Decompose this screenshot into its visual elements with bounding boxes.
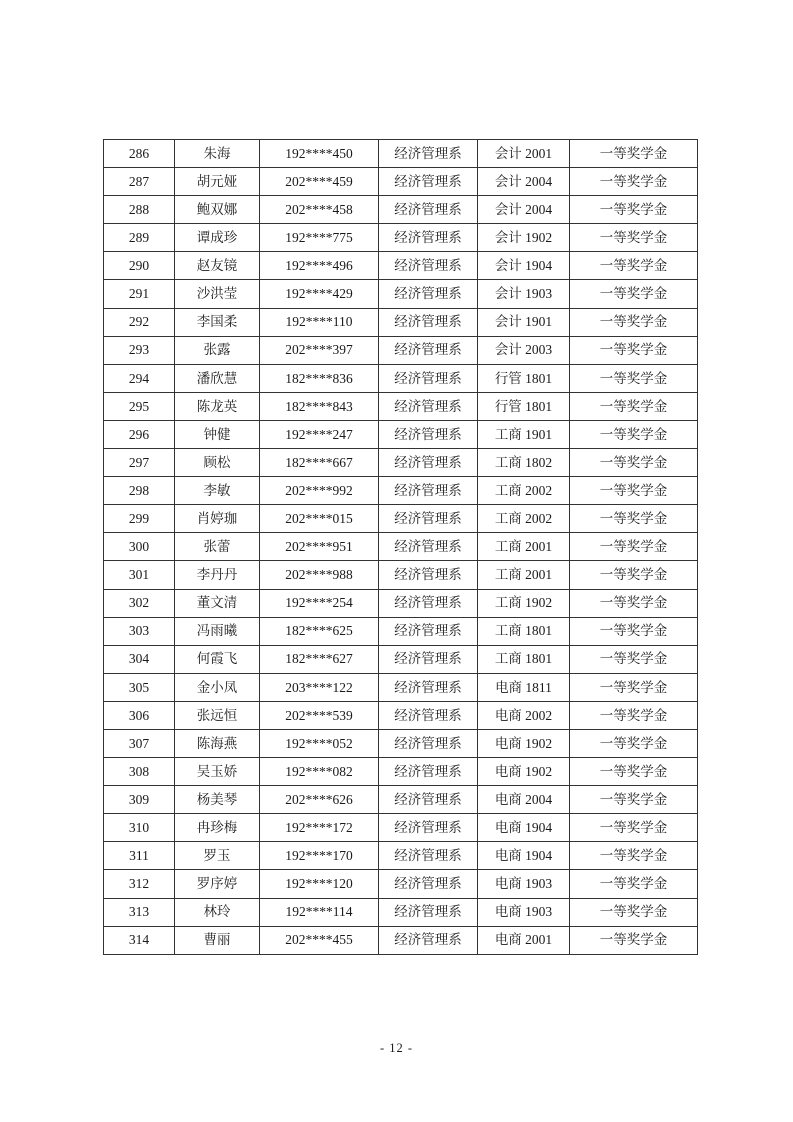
table-cell-award: 一等奖学金 <box>570 617 698 645</box>
table-cell-award: 一等奖学金 <box>570 814 698 842</box>
table-cell-award: 一等奖学金 <box>570 533 698 561</box>
table-cell-class: 电商 2004 <box>478 786 570 814</box>
table-cell-name: 鲍双娜 <box>175 196 260 224</box>
table-row <box>104 870 698 898</box>
table-row <box>104 533 698 561</box>
table-cell-name: 冯雨曦 <box>175 617 260 645</box>
table-cell-class: 会计 2004 <box>478 196 570 224</box>
table-cell-class: 会计 1903 <box>478 280 570 308</box>
table-cell-student-id: 182****836 <box>260 364 379 392</box>
table-cell-name: 陈龙英 <box>175 392 260 420</box>
table-cell-award: 一等奖学金 <box>570 168 698 196</box>
table-cell-award: 一等奖学金 <box>570 196 698 224</box>
table-cell-award: 一等奖学金 <box>570 308 698 336</box>
table-cell-student-id: 182****667 <box>260 449 379 477</box>
table-cell-no: 299 <box>104 505 175 533</box>
table-row <box>104 392 698 420</box>
table-cell-department: 经济管理系 <box>379 842 478 870</box>
table-cell-no: 304 <box>104 645 175 673</box>
table-cell-no: 291 <box>104 280 175 308</box>
table-row <box>104 224 698 252</box>
table-row <box>104 449 698 477</box>
table-cell-department: 经济管理系 <box>379 561 478 589</box>
table-row <box>104 336 698 364</box>
table-cell-class: 电商 1904 <box>478 842 570 870</box>
table-row <box>104 617 698 645</box>
table-cell-student-id: 192****254 <box>260 589 379 617</box>
table-cell-award: 一等奖学金 <box>570 477 698 505</box>
table-cell-student-id: 192****775 <box>260 224 379 252</box>
table-cell-no: 289 <box>104 224 175 252</box>
table-row <box>104 701 698 729</box>
table-cell-name: 罗序婷 <box>175 870 260 898</box>
table-row <box>104 589 698 617</box>
table-cell-department: 经济管理系 <box>379 814 478 842</box>
table-cell-student-id: 192****052 <box>260 729 379 757</box>
table-cell-name: 沙洪莹 <box>175 280 260 308</box>
table-cell-no: 292 <box>104 308 175 336</box>
table-cell-award: 一等奖学金 <box>570 898 698 926</box>
table-cell-student-id: 202****992 <box>260 477 379 505</box>
table-row <box>104 308 698 336</box>
table-cell-class: 工商 1901 <box>478 420 570 448</box>
table-cell-no: 296 <box>104 420 175 448</box>
table-row <box>104 898 698 926</box>
table-cell-name: 肖婷珈 <box>175 505 260 533</box>
table-cell-no: 288 <box>104 196 175 224</box>
table-cell-name: 张露 <box>175 336 260 364</box>
table-cell-award: 一等奖学金 <box>570 842 698 870</box>
table-cell-name: 李国柔 <box>175 308 260 336</box>
table-cell-department: 经济管理系 <box>379 168 478 196</box>
table-cell-department: 经济管理系 <box>379 926 478 954</box>
table-cell-class: 会计 2004 <box>478 168 570 196</box>
table-cell-no: 297 <box>104 449 175 477</box>
table-cell-class: 工商 1801 <box>478 645 570 673</box>
table-cell-name: 谭成珍 <box>175 224 260 252</box>
table-cell-department: 经济管理系 <box>379 533 478 561</box>
table-cell-student-id: 203****122 <box>260 673 379 701</box>
table-cell-no: 298 <box>104 477 175 505</box>
table-cell-no: 313 <box>104 898 175 926</box>
table-cell-no: 314 <box>104 926 175 954</box>
table-cell-department: 经济管理系 <box>379 364 478 392</box>
table-row <box>104 196 698 224</box>
table-cell-student-id: 192****120 <box>260 870 379 898</box>
table-cell-department: 经济管理系 <box>379 392 478 420</box>
table-cell-name: 罗玉 <box>175 842 260 870</box>
table-cell-student-id: 202****015 <box>260 505 379 533</box>
table-row <box>104 786 698 814</box>
table-cell-name: 李丹丹 <box>175 561 260 589</box>
table-row <box>104 673 698 701</box>
table-cell-department: 经济管理系 <box>379 420 478 448</box>
table-cell-no: 306 <box>104 701 175 729</box>
table-row <box>104 505 698 533</box>
table-cell-class: 工商 1902 <box>478 589 570 617</box>
scholarship-table <box>103 139 698 955</box>
table-cell-student-id: 192****450 <box>260 140 379 168</box>
table-cell-no: 312 <box>104 870 175 898</box>
table-cell-award: 一等奖学金 <box>570 392 698 420</box>
table-row <box>104 477 698 505</box>
table-row <box>104 645 698 673</box>
table-cell-name: 张远恒 <box>175 701 260 729</box>
table-cell-class: 会计 1901 <box>478 308 570 336</box>
table-cell-award: 一等奖学金 <box>570 140 698 168</box>
table-cell-no: 307 <box>104 729 175 757</box>
table-cell-student-id: 192****170 <box>260 842 379 870</box>
table-cell-no: 293 <box>104 336 175 364</box>
table-cell-department: 经济管理系 <box>379 589 478 617</box>
table-row <box>104 926 698 954</box>
table-cell-department: 经济管理系 <box>379 280 478 308</box>
table-cell-student-id: 202****988 <box>260 561 379 589</box>
table-cell-award: 一等奖学金 <box>570 758 698 786</box>
table-cell-department: 经济管理系 <box>379 701 478 729</box>
table-cell-department: 经济管理系 <box>379 252 478 280</box>
table-cell-no: 308 <box>104 758 175 786</box>
table-cell-no: 300 <box>104 533 175 561</box>
table-cell-student-id: 192****110 <box>260 308 379 336</box>
table-cell-name: 胡元娅 <box>175 168 260 196</box>
table-cell-department: 经济管理系 <box>379 898 478 926</box>
table-cell-class: 工商 2002 <box>478 505 570 533</box>
table-cell-class: 会计 2003 <box>478 336 570 364</box>
table-row <box>104 140 698 168</box>
table-cell-no: 311 <box>104 842 175 870</box>
table-row <box>104 814 698 842</box>
table-row <box>104 758 698 786</box>
table-cell-award: 一等奖学金 <box>570 561 698 589</box>
table-cell-name: 林玲 <box>175 898 260 926</box>
table-cell-name: 顾松 <box>175 449 260 477</box>
table-row <box>104 168 698 196</box>
table-cell-no: 305 <box>104 673 175 701</box>
table-cell-award: 一等奖学金 <box>570 420 698 448</box>
table-cell-name: 张蕾 <box>175 533 260 561</box>
table-cell-class: 行管 1801 <box>478 392 570 420</box>
table-cell-class: 工商 2002 <box>478 477 570 505</box>
table-cell-department: 经济管理系 <box>379 449 478 477</box>
table-cell-award: 一等奖学金 <box>570 729 698 757</box>
table-cell-student-id: 182****843 <box>260 392 379 420</box>
table-cell-department: 经济管理系 <box>379 336 478 364</box>
table-cell-student-id: 192****082 <box>260 758 379 786</box>
table-cell-student-id: 182****627 <box>260 645 379 673</box>
scholarship-table-body <box>104 140 698 955</box>
table-cell-student-id: 202****397 <box>260 336 379 364</box>
table-cell-student-id: 182****625 <box>260 617 379 645</box>
table-cell-student-id: 202****539 <box>260 701 379 729</box>
table-cell-award: 一等奖学金 <box>570 589 698 617</box>
table-cell-name: 朱海 <box>175 140 260 168</box>
table-cell-class: 会计 2001 <box>478 140 570 168</box>
table-cell-award: 一等奖学金 <box>570 224 698 252</box>
table-cell-student-id: 202****458 <box>260 196 379 224</box>
table-cell-department: 经济管理系 <box>379 758 478 786</box>
table-cell-class: 电商 1904 <box>478 814 570 842</box>
table-cell-name: 吴玉娇 <box>175 758 260 786</box>
table-cell-award: 一等奖学金 <box>570 364 698 392</box>
table-cell-class: 会计 1902 <box>478 224 570 252</box>
table-cell-department: 经济管理系 <box>379 786 478 814</box>
table-cell-award: 一等奖学金 <box>570 870 698 898</box>
table-cell-name: 金小凤 <box>175 673 260 701</box>
table-cell-class: 电商 2001 <box>478 926 570 954</box>
table-cell-no: 287 <box>104 168 175 196</box>
table-cell-department: 经济管理系 <box>379 617 478 645</box>
table-cell-department: 经济管理系 <box>379 673 478 701</box>
table-cell-award: 一等奖学金 <box>570 252 698 280</box>
table-cell-class: 工商 1802 <box>478 449 570 477</box>
table-cell-class: 行管 1801 <box>478 364 570 392</box>
page-number: - 12 - <box>379 1041 414 1055</box>
table-cell-department: 经济管理系 <box>379 140 478 168</box>
table-cell-name: 杨美琴 <box>175 786 260 814</box>
table-row <box>104 280 698 308</box>
table-cell-no: 290 <box>104 252 175 280</box>
table-cell-department: 经济管理系 <box>379 729 478 757</box>
table-cell-department: 经济管理系 <box>379 224 478 252</box>
table-row <box>104 364 698 392</box>
table-cell-student-id: 192****247 <box>260 420 379 448</box>
table-row <box>104 842 698 870</box>
table-cell-student-id: 192****496 <box>260 252 379 280</box>
table-cell-student-id: 192****172 <box>260 814 379 842</box>
table-cell-award: 一等奖学金 <box>570 926 698 954</box>
table-cell-award: 一等奖学金 <box>570 505 698 533</box>
table-cell-student-id: 202****626 <box>260 786 379 814</box>
table-row <box>104 561 698 589</box>
table-cell-award: 一等奖学金 <box>570 449 698 477</box>
table-cell-department: 经济管理系 <box>379 870 478 898</box>
table-cell-name: 赵友镜 <box>175 252 260 280</box>
table-cell-name: 曹丽 <box>175 926 260 954</box>
table-cell-class: 工商 1801 <box>478 617 570 645</box>
table-cell-name: 李敏 <box>175 477 260 505</box>
table-cell-student-id: 192****429 <box>260 280 379 308</box>
table-cell-name: 潘欣慧 <box>175 364 260 392</box>
table-cell-name: 冉珍梅 <box>175 814 260 842</box>
table-cell-award: 一等奖学金 <box>570 280 698 308</box>
table-cell-award: 一等奖学金 <box>570 673 698 701</box>
table-row <box>104 729 698 757</box>
table-cell-no: 286 <box>104 140 175 168</box>
table-cell-department: 经济管理系 <box>379 308 478 336</box>
table-cell-student-id: 202****455 <box>260 926 379 954</box>
table-cell-student-id: 202****951 <box>260 533 379 561</box>
table-cell-class: 工商 2001 <box>478 533 570 561</box>
table-cell-award: 一等奖学金 <box>570 786 698 814</box>
table-cell-no: 294 <box>104 364 175 392</box>
table-cell-department: 经济管理系 <box>379 196 478 224</box>
table-cell-class: 电商 1903 <box>478 898 570 926</box>
table-cell-no: 309 <box>104 786 175 814</box>
table-cell-no: 310 <box>104 814 175 842</box>
table-cell-class: 电商 1811 <box>478 673 570 701</box>
table-cell-award: 一等奖学金 <box>570 645 698 673</box>
table-cell-student-id: 202****459 <box>260 168 379 196</box>
table-cell-no: 301 <box>104 561 175 589</box>
table-cell-department: 经济管理系 <box>379 645 478 673</box>
table-cell-award: 一等奖学金 <box>570 701 698 729</box>
table-cell-student-id: 192****114 <box>260 898 379 926</box>
table-cell-name: 董文清 <box>175 589 260 617</box>
table-cell-name: 陈海燕 <box>175 729 260 757</box>
table-cell-award: 一等奖学金 <box>570 336 698 364</box>
table-cell-class: 电商 1903 <box>478 870 570 898</box>
table-cell-name: 钟健 <box>175 420 260 448</box>
table-cell-name: 何霞飞 <box>175 645 260 673</box>
table-cell-class: 电商 2002 <box>478 701 570 729</box>
table-cell-department: 经济管理系 <box>379 505 478 533</box>
table-cell-class: 电商 1902 <box>478 729 570 757</box>
table-cell-no: 303 <box>104 617 175 645</box>
table-cell-class: 工商 2001 <box>478 561 570 589</box>
table-row <box>104 252 698 280</box>
table-cell-department: 经济管理系 <box>379 477 478 505</box>
table-cell-no: 302 <box>104 589 175 617</box>
table-row <box>104 420 698 448</box>
table-cell-class: 会计 1904 <box>478 252 570 280</box>
table-cell-class: 电商 1902 <box>478 758 570 786</box>
table-cell-no: 295 <box>104 392 175 420</box>
